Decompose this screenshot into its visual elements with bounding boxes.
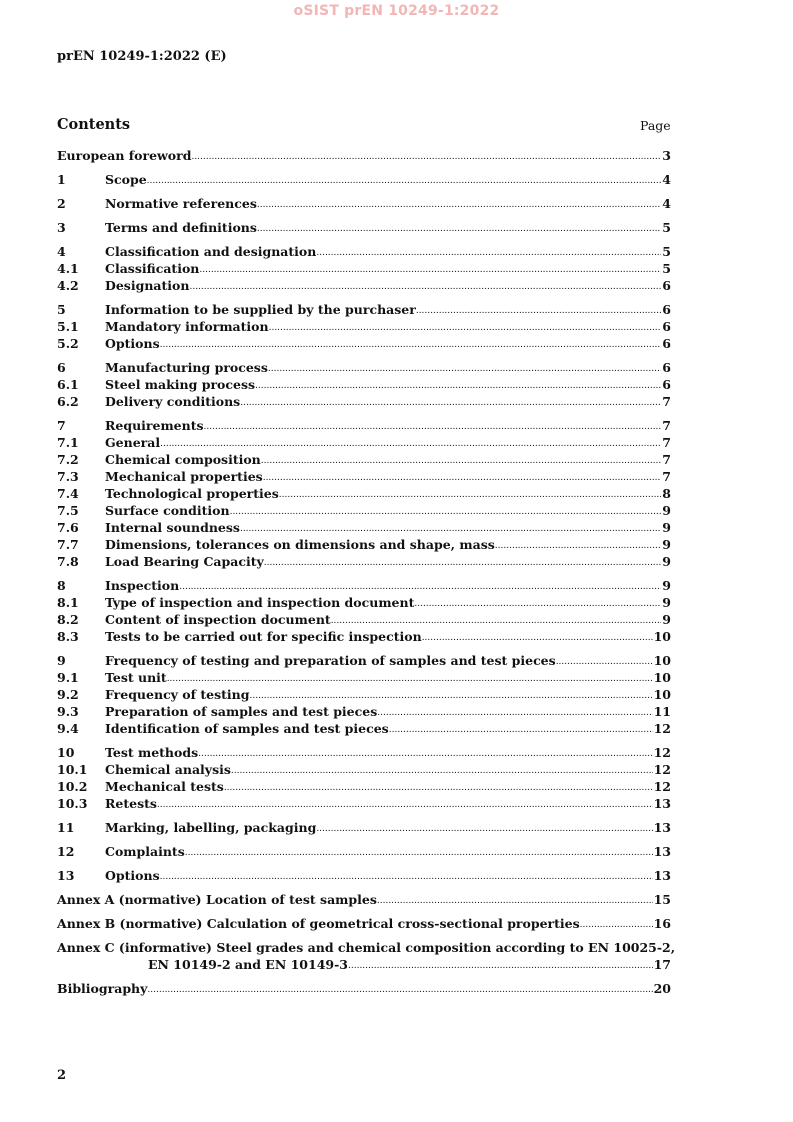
leader-dots bbox=[147, 980, 652, 997]
document-id: prEN 10249-1:2022 (E) bbox=[57, 49, 227, 64]
toc-entry[interactable] bbox=[57, 417, 671, 434]
toc-entry-title: Mechanical tests bbox=[105, 779, 224, 794]
toc-entry[interactable] bbox=[57, 243, 671, 260]
toc-entry-number: 9.2 bbox=[57, 687, 79, 702]
toc-entry[interactable] bbox=[57, 611, 671, 628]
toc-entry-number: 12 bbox=[57, 844, 75, 859]
toc-entry-title: EN 10149-2 and EN 10149-3 bbox=[148, 957, 348, 972]
toc-entry-number: 7 bbox=[57, 418, 66, 433]
toc-entry-page: 9 bbox=[662, 595, 671, 610]
toc-entry-page: 12 bbox=[653, 779, 671, 794]
table-of-contents bbox=[57, 147, 676, 997]
toc-entry-number: 8 bbox=[57, 578, 66, 593]
toc-entry-page: 6 bbox=[662, 336, 671, 351]
toc-entry[interactable] bbox=[57, 686, 671, 703]
toc-entry-number: 7.2 bbox=[57, 452, 79, 467]
toc-entry-title: Options bbox=[105, 868, 160, 883]
toc-entry-number: 2 bbox=[57, 196, 66, 211]
toc-entry-page: 6 bbox=[662, 302, 671, 317]
toc-entry-number: 10.1 bbox=[57, 762, 88, 777]
toc-entry-page: 10 bbox=[653, 629, 671, 644]
toc-entry-title: Bibliography bbox=[57, 981, 148, 996]
leader-dots bbox=[269, 318, 662, 335]
toc-entry-title: Content of inspection document bbox=[105, 612, 331, 627]
leader-dots bbox=[231, 761, 653, 778]
toc-entry-page: 12 bbox=[653, 721, 671, 736]
leader-dots bbox=[160, 434, 661, 451]
leader-dots bbox=[316, 819, 652, 836]
page-number: 2 bbox=[57, 1068, 67, 1083]
leader-dots bbox=[264, 553, 662, 570]
toc-entry[interactable] bbox=[57, 744, 671, 761]
toc-entry-title: Terms and definitions bbox=[105, 220, 257, 235]
toc-entry-page: 13 bbox=[653, 796, 671, 811]
toc-entry-page: 15 bbox=[653, 892, 671, 907]
toc-entry-title: Mechanical properties bbox=[105, 469, 263, 484]
toc-entry-number: 5.1 bbox=[57, 319, 79, 334]
leader-dots bbox=[249, 686, 652, 703]
toc-entry[interactable] bbox=[57, 219, 671, 236]
toc-entry-number: 7.6 bbox=[57, 520, 79, 535]
toc-entry-title: Tests to be carried out for specific inspection bbox=[105, 629, 422, 644]
toc-entry[interactable] bbox=[57, 720, 671, 737]
leader-dots bbox=[268, 359, 661, 376]
toc-entry-title: Frequency of testing and preparation of samples and test pieces bbox=[105, 653, 556, 668]
toc-entry[interactable] bbox=[57, 819, 671, 836]
toc-entry-title: Complaints bbox=[105, 844, 185, 859]
leader-dots bbox=[261, 451, 662, 468]
toc-entry-title-continued bbox=[57, 956, 671, 973]
toc-entry-number: 8.1 bbox=[57, 595, 79, 610]
toc-entry-page: 6 bbox=[662, 319, 671, 334]
leader-dots bbox=[198, 744, 652, 761]
toc-entry-page: 13 bbox=[653, 820, 671, 835]
toc-entry-title: European foreword bbox=[57, 148, 192, 163]
leader-dots bbox=[240, 393, 661, 410]
toc-entry-page: 7 bbox=[662, 418, 671, 433]
toc-entry[interactable] bbox=[57, 502, 671, 519]
leader-dots bbox=[157, 795, 653, 812]
leader-dots bbox=[279, 485, 662, 502]
toc-entry-page: 5 bbox=[662, 261, 671, 276]
toc-entry-number: 7.5 bbox=[57, 503, 79, 518]
toc-entry-page: 10 bbox=[653, 687, 671, 702]
leader-dots bbox=[191, 147, 661, 164]
toc-entry-page: 3 bbox=[662, 148, 671, 163]
toc-entry-title: Surface condition bbox=[105, 503, 230, 518]
leader-dots bbox=[556, 652, 653, 669]
toc-entry[interactable] bbox=[57, 318, 671, 335]
toc-entry-title: Steel making process bbox=[105, 377, 256, 392]
toc-entry-page: 6 bbox=[662, 377, 671, 392]
toc-annex-a[interactable] bbox=[57, 891, 671, 908]
toc-entry-title: Options bbox=[105, 336, 160, 351]
toc-entry-title: Inspection bbox=[105, 578, 180, 593]
toc-entry-title: Mandatory information bbox=[105, 319, 269, 334]
toc-entry[interactable] bbox=[57, 260, 671, 277]
toc-entry-title: Identification of samples and test pieces bbox=[105, 721, 389, 736]
leader-dots bbox=[331, 611, 662, 628]
toc-entry-page: 9 bbox=[662, 612, 671, 627]
leader-dots bbox=[377, 703, 652, 720]
contents-heading: Contents bbox=[57, 116, 131, 133]
toc-annex-c[interactable] bbox=[57, 939, 676, 973]
toc-entry-number: 7.7 bbox=[57, 537, 79, 552]
toc-entry-title: Retests bbox=[105, 796, 157, 811]
toc-entry[interactable] bbox=[57, 761, 671, 778]
toc-entry-title: Annex B (normative) Calculation of geometrical cross-sectional properties bbox=[57, 916, 580, 931]
toc-entry-page: 7 bbox=[662, 435, 671, 450]
toc-entry-title: General bbox=[105, 435, 161, 450]
toc-entry-page: 5 bbox=[662, 244, 671, 259]
leader-dots bbox=[495, 536, 662, 553]
toc-entry-title: Annex C (informative) Steel grades and chemical composition according to EN 10025-2, bbox=[57, 940, 676, 955]
toc-entry-title: Load Bearing Capacity bbox=[105, 554, 264, 569]
toc-entry-title: Technological properties bbox=[105, 486, 279, 501]
toc-entry-page: 9 bbox=[662, 578, 671, 593]
leader-dots bbox=[240, 519, 661, 536]
leader-dots bbox=[160, 335, 662, 352]
toc-entry-title: Annex A (normative) Location of test samples bbox=[57, 892, 377, 907]
toc-entry-number: 5 bbox=[57, 302, 66, 317]
toc-entry[interactable] bbox=[57, 843, 671, 860]
toc-entry-number: 10 bbox=[57, 745, 75, 760]
toc-entry-number: 3 bbox=[57, 220, 66, 235]
toc-entry-number: 9.4 bbox=[57, 721, 79, 736]
toc-entry-title: Normative references bbox=[105, 196, 257, 211]
leader-dots bbox=[230, 502, 662, 519]
toc-entry-page: 7 bbox=[662, 452, 671, 467]
toc-entry-number: 8.2 bbox=[57, 612, 79, 627]
leader-dots bbox=[348, 956, 653, 973]
leader-dots bbox=[422, 628, 653, 645]
toc-entry[interactable] bbox=[57, 277, 671, 294]
leader-dots bbox=[167, 669, 653, 686]
toc-entry-page: 8 bbox=[662, 486, 671, 501]
toc-entry-number: 10.3 bbox=[57, 796, 88, 811]
toc-entry[interactable] bbox=[57, 652, 671, 669]
toc-entry-title: Classification and designation bbox=[105, 244, 317, 259]
toc-entry[interactable] bbox=[57, 669, 671, 686]
toc-entry-title: Preparation of samples and test pieces bbox=[105, 704, 378, 719]
toc-entry[interactable] bbox=[57, 393, 671, 410]
toc-entry-page: 9 bbox=[662, 537, 671, 552]
toc-entry-page: 6 bbox=[662, 278, 671, 293]
toc-entry-number: 9.3 bbox=[57, 704, 79, 719]
toc-entry-page: 6 bbox=[662, 360, 671, 375]
leader-dots bbox=[580, 915, 653, 932]
toc-entry-page: 20 bbox=[653, 981, 671, 996]
toc-entry-title: Designation bbox=[105, 278, 190, 293]
toc-entry-page: 7 bbox=[662, 469, 671, 484]
page-column-label: Page bbox=[640, 118, 671, 133]
toc-entry[interactable] bbox=[57, 795, 671, 812]
toc-entry-page: 9 bbox=[662, 554, 671, 569]
toc-entry-number: 4 bbox=[57, 244, 66, 259]
toc-entry-title: Information to be supplied by the purchaser bbox=[105, 302, 416, 317]
leader-dots bbox=[199, 260, 661, 277]
toc-entry-page: 9 bbox=[662, 503, 671, 518]
leader-dots bbox=[316, 243, 661, 260]
leader-dots bbox=[377, 891, 653, 908]
toc-entry[interactable] bbox=[57, 577, 671, 594]
leader-dots bbox=[189, 277, 661, 294]
toc-entry[interactable] bbox=[57, 335, 671, 352]
leader-dots bbox=[389, 720, 653, 737]
toc-entry-number: 6.1 bbox=[57, 377, 79, 392]
leader-dots bbox=[204, 417, 662, 434]
leader-dots bbox=[255, 376, 661, 393]
toc-entry[interactable] bbox=[57, 301, 671, 318]
toc-entry[interactable] bbox=[57, 536, 671, 553]
leader-dots bbox=[160, 867, 653, 884]
toc-entry-title: Requirements bbox=[105, 418, 204, 433]
toc-entry-title: Chemical analysis bbox=[105, 762, 231, 777]
toc-entry-number: 1 bbox=[57, 172, 66, 187]
toc-entry-title: Marking, labelling, packaging bbox=[105, 820, 317, 835]
toc-entry[interactable] bbox=[57, 594, 671, 611]
leader-dots bbox=[414, 594, 661, 611]
toc-entry-number: 5.2 bbox=[57, 336, 79, 351]
watermark: oSIST prEN 10249-1:2022 bbox=[293, 3, 500, 19]
toc-entry-title: Test unit bbox=[105, 670, 167, 685]
toc-entry-title: Internal soundness bbox=[105, 520, 240, 535]
toc-entry-title: Dimensions, tolerances on dimensions and shape, mass bbox=[105, 537, 495, 552]
toc-entry-title: Manufacturing process bbox=[105, 360, 268, 375]
toc-entry-page: 10 bbox=[653, 653, 671, 668]
leader-dots bbox=[263, 468, 662, 485]
toc-entry-page: 13 bbox=[653, 844, 671, 859]
toc-entry[interactable] bbox=[57, 376, 671, 393]
leader-dots bbox=[257, 219, 661, 236]
toc-entry-number: 13 bbox=[57, 868, 75, 883]
toc-entry-page: 5 bbox=[662, 220, 671, 235]
leader-dots bbox=[147, 171, 662, 188]
toc-entry-number: 9 bbox=[57, 653, 66, 668]
toc-entry-title: Classification bbox=[105, 261, 200, 276]
toc-entry[interactable] bbox=[57, 485, 671, 502]
toc-entry-page: 9 bbox=[662, 520, 671, 535]
toc-entry-number: 7.1 bbox=[57, 435, 79, 450]
toc-entry[interactable] bbox=[57, 867, 671, 884]
leader-dots bbox=[257, 195, 661, 212]
toc-entry-page: 12 bbox=[653, 762, 671, 777]
toc-entry-title: Frequency of testing bbox=[105, 687, 250, 702]
toc-entry-number: 6 bbox=[57, 360, 66, 375]
toc-entry-page: 17 bbox=[653, 957, 671, 972]
toc-entry-title: Test methods bbox=[105, 745, 199, 760]
toc-entry-page: 16 bbox=[653, 916, 671, 931]
toc-entry[interactable] bbox=[57, 628, 671, 645]
toc-entry-number: 4.1 bbox=[57, 261, 79, 276]
toc-entry-number: 9.1 bbox=[57, 670, 79, 685]
toc-entry-title: Chemical composition bbox=[105, 452, 261, 467]
leader-dots bbox=[224, 778, 653, 795]
toc-entry-number: 10.2 bbox=[57, 779, 88, 794]
toc-entry[interactable] bbox=[57, 359, 671, 376]
toc-entry-title: Scope bbox=[105, 172, 147, 187]
toc-annex-b[interactable] bbox=[57, 915, 671, 932]
toc-entry[interactable] bbox=[57, 451, 671, 468]
toc-entry-page: 10 bbox=[653, 670, 671, 685]
toc-entry[interactable] bbox=[57, 468, 671, 485]
toc-entry-page: 13 bbox=[653, 868, 671, 883]
toc-entry-page: 4 bbox=[662, 196, 671, 211]
toc-entry[interactable] bbox=[57, 778, 671, 795]
toc-entry-title: Delivery conditions bbox=[105, 394, 241, 409]
toc-entry-number: 8.3 bbox=[57, 629, 79, 644]
leader-dots bbox=[416, 301, 661, 318]
toc-entry[interactable] bbox=[57, 147, 671, 164]
leader-dots bbox=[179, 577, 661, 594]
toc-entry[interactable] bbox=[57, 434, 671, 451]
leader-dots bbox=[185, 843, 653, 860]
toc-entry[interactable] bbox=[57, 195, 671, 212]
toc-entry-page: 11 bbox=[653, 704, 671, 719]
toc-entry[interactable] bbox=[57, 553, 671, 570]
toc-entry-page: 12 bbox=[653, 745, 671, 760]
toc-entry-page: 4 bbox=[662, 172, 671, 187]
toc-entry-number: 7.3 bbox=[57, 469, 79, 484]
toc-entry-number: 4.2 bbox=[57, 278, 79, 293]
toc-entry-number: 11 bbox=[57, 820, 75, 835]
toc-entry[interactable] bbox=[57, 171, 671, 188]
toc-entry-title: Type of inspection and inspection document bbox=[105, 595, 415, 610]
toc-entry[interactable] bbox=[57, 519, 671, 536]
toc-entry-number: 6.2 bbox=[57, 394, 79, 409]
toc-entry-number: 7.8 bbox=[57, 554, 79, 569]
toc-entry-number: 7.4 bbox=[57, 486, 79, 501]
toc-entry[interactable] bbox=[57, 703, 671, 720]
toc-entry-page: 7 bbox=[662, 394, 671, 409]
toc-bibliography[interactable] bbox=[57, 980, 671, 997]
